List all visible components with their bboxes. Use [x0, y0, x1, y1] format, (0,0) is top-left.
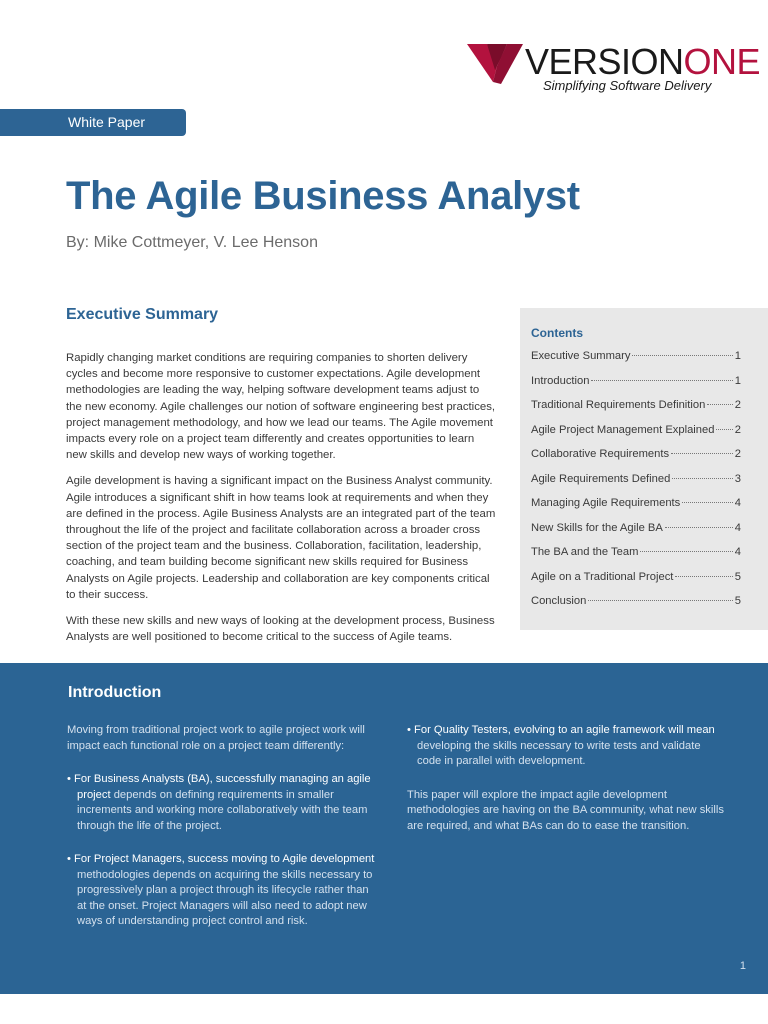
- introduction-heading: Introduction: [68, 684, 162, 701]
- toc-item-page: 2: [734, 423, 741, 436]
- executive-summary-body: [66, 350, 496, 655]
- toc-item-label: Executive Summary: [531, 350, 631, 362]
- toc-item-page: 4: [734, 521, 741, 534]
- toc-leader-dots: [640, 551, 732, 552]
- toc-leader-dots: [675, 576, 732, 577]
- toc-item-page: 2: [734, 448, 741, 460]
- toc-leader-dots: [672, 478, 732, 479]
- toc-list: [531, 350, 741, 620]
- table-of-contents: [520, 308, 768, 630]
- executive-summary-paragraph: Agile development is having a significant impact on the Business Analyst community. Agile introduces a significant shift in how teams look at requirements and when they are defined in the process. Agile Business Analysts are an integrated part of the team throughout the life of the project and facilitate collaboration across a broader cross section of the project team and the business. Collaboration, facilitation, leadership, coaching, and team building become significant new skills required for Business Analysts on Agile projects. Leadership and collaboration are key components critical to their success.: [66, 475, 496, 601]
- document-title: The Agile Business Analyst: [66, 174, 580, 218]
- toc-item[interactable]: [531, 522, 741, 547]
- toc-item[interactable]: [531, 546, 741, 571]
- toc-item-label: The BA and the Team: [531, 546, 639, 558]
- toc-item[interactable]: [531, 595, 741, 620]
- introduction-left-column: [67, 723, 377, 948]
- toc-item[interactable]: [531, 350, 741, 375]
- versionone-logo: [467, 41, 761, 98]
- document-type-tab: [0, 109, 186, 136]
- bullet-project-managers: [67, 852, 377, 930]
- toc-leader-dots: [671, 453, 733, 454]
- toc-item-label: Agile Requirements Defined: [531, 472, 671, 485]
- toc-item-page: 5: [734, 570, 741, 583]
- executive-summary-paragraph: Rapidly changing market conditions are requiring companies to shorten delivery cycles and become more responsive to customer expectations. Agile development methodologies are leading the way, helping software development teams adjust to the new economy. Agile challenges our notion of software engineering best practices, project management methodology, and how we lead our teams. The Agile movement impacts every role on a project team differently and creates opportunities to learn new skills and develop new ways of working together.: [66, 352, 496, 462]
- toc-item[interactable]: [531, 497, 741, 522]
- toc-item-page: 1: [734, 350, 741, 362]
- toc-item-page: 3: [734, 472, 741, 485]
- logo-wordmark: VERSIONONE: [525, 41, 761, 82]
- toc-item-page: 4: [734, 497, 741, 509]
- bullet-lead: • For Business Analysts (BA), successfully managing an agile project: [67, 773, 371, 801]
- document-type-label: White Paper: [68, 114, 146, 130]
- bullet-text: methodologies depends on acquiring the skills necessary to progressively plan a project through its lifecycle rather than at the onset. Project Managers will also need to adopt new ways of understanding project control and risk.: [77, 868, 373, 927]
- toc-item-label: Traditional Requirements Definition: [531, 399, 706, 411]
- toc-item-label: New Skills for the Agile BA: [531, 521, 663, 534]
- executive-summary-paragraph: With these new skills and new ways of looking at the development process, Business Analysts are well positioned to become critical to the success of Agile teams.: [66, 615, 495, 644]
- bullet-lead: • For Quality Testers, evolving to an agile framework will mean: [407, 724, 715, 736]
- toc-item[interactable]: [531, 571, 741, 596]
- introduction-section: [0, 663, 768, 994]
- toc-leader-dots: [665, 527, 733, 528]
- toc-item-page: 2: [734, 399, 741, 411]
- bullet-text: depends on defining requirements in smaller increments and working more collaboratively with the team through the life of the project.: [77, 788, 368, 832]
- bullet-lead: • For Project Managers, success moving to Agile development: [67, 853, 375, 865]
- toc-leader-dots: [716, 429, 732, 430]
- toc-item-label: Managing Agile Requirements: [531, 497, 681, 509]
- toc-leader-dots: [707, 404, 732, 405]
- toc-item-page: 5: [734, 595, 741, 607]
- toc-item[interactable]: [531, 375, 741, 400]
- toc-leader-dots: [588, 600, 732, 601]
- toc-item-label: Introduction: [531, 374, 590, 387]
- toc-item-label: Conclusion: [531, 595, 587, 607]
- toc-item-label: Collaborative Requirements: [531, 448, 670, 460]
- logo-tagline: Simplifying Software Delivery: [543, 78, 712, 93]
- toc-leader-dots: [682, 502, 733, 503]
- introduction-closing-paragraph: This paper will explore the impact agile development methodologies are having on the BA community, what new skills are required, and what BAs can do to ease the transition.: [407, 788, 724, 832]
- bullet-quality-testers: [407, 723, 727, 770]
- document-authors: By: Mike Cottmeyer, V. Lee Henson: [66, 234, 318, 251]
- toc-item[interactable]: [531, 424, 741, 449]
- toc-item[interactable]: [531, 399, 741, 424]
- toc-item-page: 4: [734, 546, 741, 558]
- introduction-right-column: [407, 723, 727, 852]
- introduction-paragraph: Moving from traditional project work to agile project work will impact each functional role on a project team differently:: [67, 724, 365, 752]
- toc-item[interactable]: [531, 473, 741, 498]
- toc-item-label: Agile on a Traditional Project: [531, 570, 674, 583]
- bullet-business-analysts: [67, 772, 377, 834]
- versionone-v-mark-icon: [467, 44, 529, 84]
- bullet-text: developing the skills necessary to write tests and validate code in parallel with development.: [417, 739, 701, 767]
- toc-leader-dots: [591, 380, 732, 381]
- contents-heading: Contents: [531, 326, 583, 340]
- toc-item-page: 1: [734, 374, 741, 387]
- toc-item[interactable]: [531, 448, 741, 473]
- executive-summary-heading: Executive Summary: [66, 306, 219, 323]
- page-number: 1: [739, 960, 746, 972]
- toc-item-label: Agile Project Management Explained: [531, 423, 715, 436]
- toc-leader-dots: [632, 355, 732, 356]
